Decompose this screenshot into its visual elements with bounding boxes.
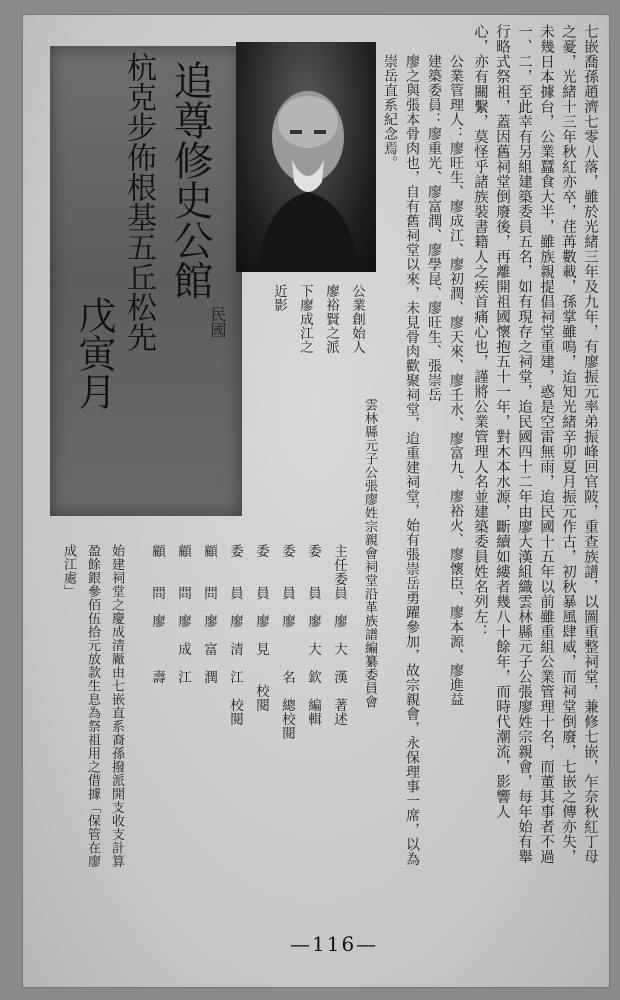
member-role: 顧 問 [149,544,165,600]
calligraphy-column-1: 追尊修史公館 [167,60,213,300]
body-line-7: 公業管理人：廖旺生、廖成江、廖初潤、廖天來、廖壬水、廖富九、廖裕火、廖懷臣、廖本源、廖進益 [448,54,464,707]
member-name: 廖 富 潤 [201,614,217,684]
member-role: 顧 問 [175,544,191,600]
page-number: —116— [290,932,379,956]
committee-member [278,544,295,740]
caption-line-3: 下廖成江之 [297,284,313,354]
body-line-8: 建築委員：廖重光、廖富潤、廖學昆、廖旺生、張崇岳 [426,54,442,402]
body-line-1: 七嵌喬孫趙濟七零八落，雖於光緒三年及九年，有廖振元率弟振峰回官陂，重查族譜，以圖重整祠堂，兼修七嵌，乍奈秋紅丁母 [582,24,598,864]
caption-line-1: 公業創始人 [349,284,365,354]
body-line-4: 一、二，至此幸有另組建築委員五名，如有現存之祠堂，迨民國四十二年由廖大漢組織雲林縣元子公張廖姓宗親會，每年始有舉 [516,24,532,864]
calligraphy-column-3: 戊寅月 [72,296,116,410]
member-duty: 著述 [331,698,347,726]
member-role: 主任委員 [331,544,347,600]
caption-line-4: 近影 [271,284,287,312]
member-duty: 編輯 [305,698,321,726]
member-duty: 總校閱 [279,698,295,740]
member-name: 廖 清 江 [227,614,243,684]
committee-member [252,544,269,712]
member-duty: 校閱 [253,684,269,712]
body-line-9: 廖之與張本骨肉也，自有舊祠堂以來，未見骨肉歡聚祠堂，迨重建祠堂，始有張崇岳勇躍參加，故宗親會，永保理事一席，以為 [404,54,420,866]
footnote-line-2: 盈餘銀參佰伍拾元放款生息為祭祖用之借據「保管在廖 [85,544,100,868]
portrait-photo [236,42,376,272]
body-line-6: 心，亦有關繫，莫怪乎諸族裝書籍人之疾首痛心也，謹將公業管理人名並建築委員姓名列左： [472,24,488,639]
member-role: 委 員 [227,544,243,600]
member-name: 廖 見 [253,614,269,670]
member-name: 廖 大 漢 [331,614,347,684]
footnote-line-1: 始建祠堂之慶成清厰由七嵌直系裔孫撥派開支收支計算 [109,544,124,868]
calligraphy-seal-text: 民國 [208,306,227,338]
calligraphy-image [50,46,242,516]
body-line-2: 之憂，光緒十三年秋紅亦卒，荏苒數載，孫掌雖鳴，迨知光緒辛卯夏月振元作古，初秋暴風肆威，而祠堂倒廢，七嵌之傳亦失， [560,24,576,864]
committee-member [174,544,191,684]
member-role: 顧 問 [201,544,217,600]
member-role: 委 員 [253,544,269,600]
committee-member [304,544,321,726]
member-role: 委 員 [279,544,295,600]
member-name: 廖 名 [279,614,295,684]
document-page [22,14,610,988]
committee-member [200,544,217,684]
member-name: 廖 大 欽 [305,614,321,684]
calligraphy-column-2: 杭克步佈根基五丘松先 [121,52,156,352]
committee-member [330,544,347,726]
member-role: 委 員 [305,544,321,600]
caption-line-2: 廖裕賢之派 [323,284,339,354]
committee-title: 雲林縣元子公張廖姓宗親會祠堂沿革族譜編纂委員會 [362,398,377,709]
member-duty: 校閱 [227,698,243,726]
member-name: 廖 壽 [149,614,165,684]
committee-member [226,544,243,726]
member-name: 廖 成 江 [175,614,191,684]
footnote-line-3: 成江處」 [61,544,76,598]
body-line-5: 行略式祭祖，蓋因舊祠堂倒廢後，再離開祖國懷抱五十一年，對木本水源，斷續如縷者幾八十餘年，而時代潮流，影響人 [494,24,510,819]
body-line-10: 崇岳直系紀念焉。 [382,54,398,170]
portrait-figure [236,42,376,272]
body-line-3: 未幾日本據台，公業蠶食大半，雖族親提倡祠堂重建，惑是空雷無雨，迨民國十五年以前雖重組公業管理十名，而董其事者不過 [538,24,554,864]
committee-member [148,544,165,684]
